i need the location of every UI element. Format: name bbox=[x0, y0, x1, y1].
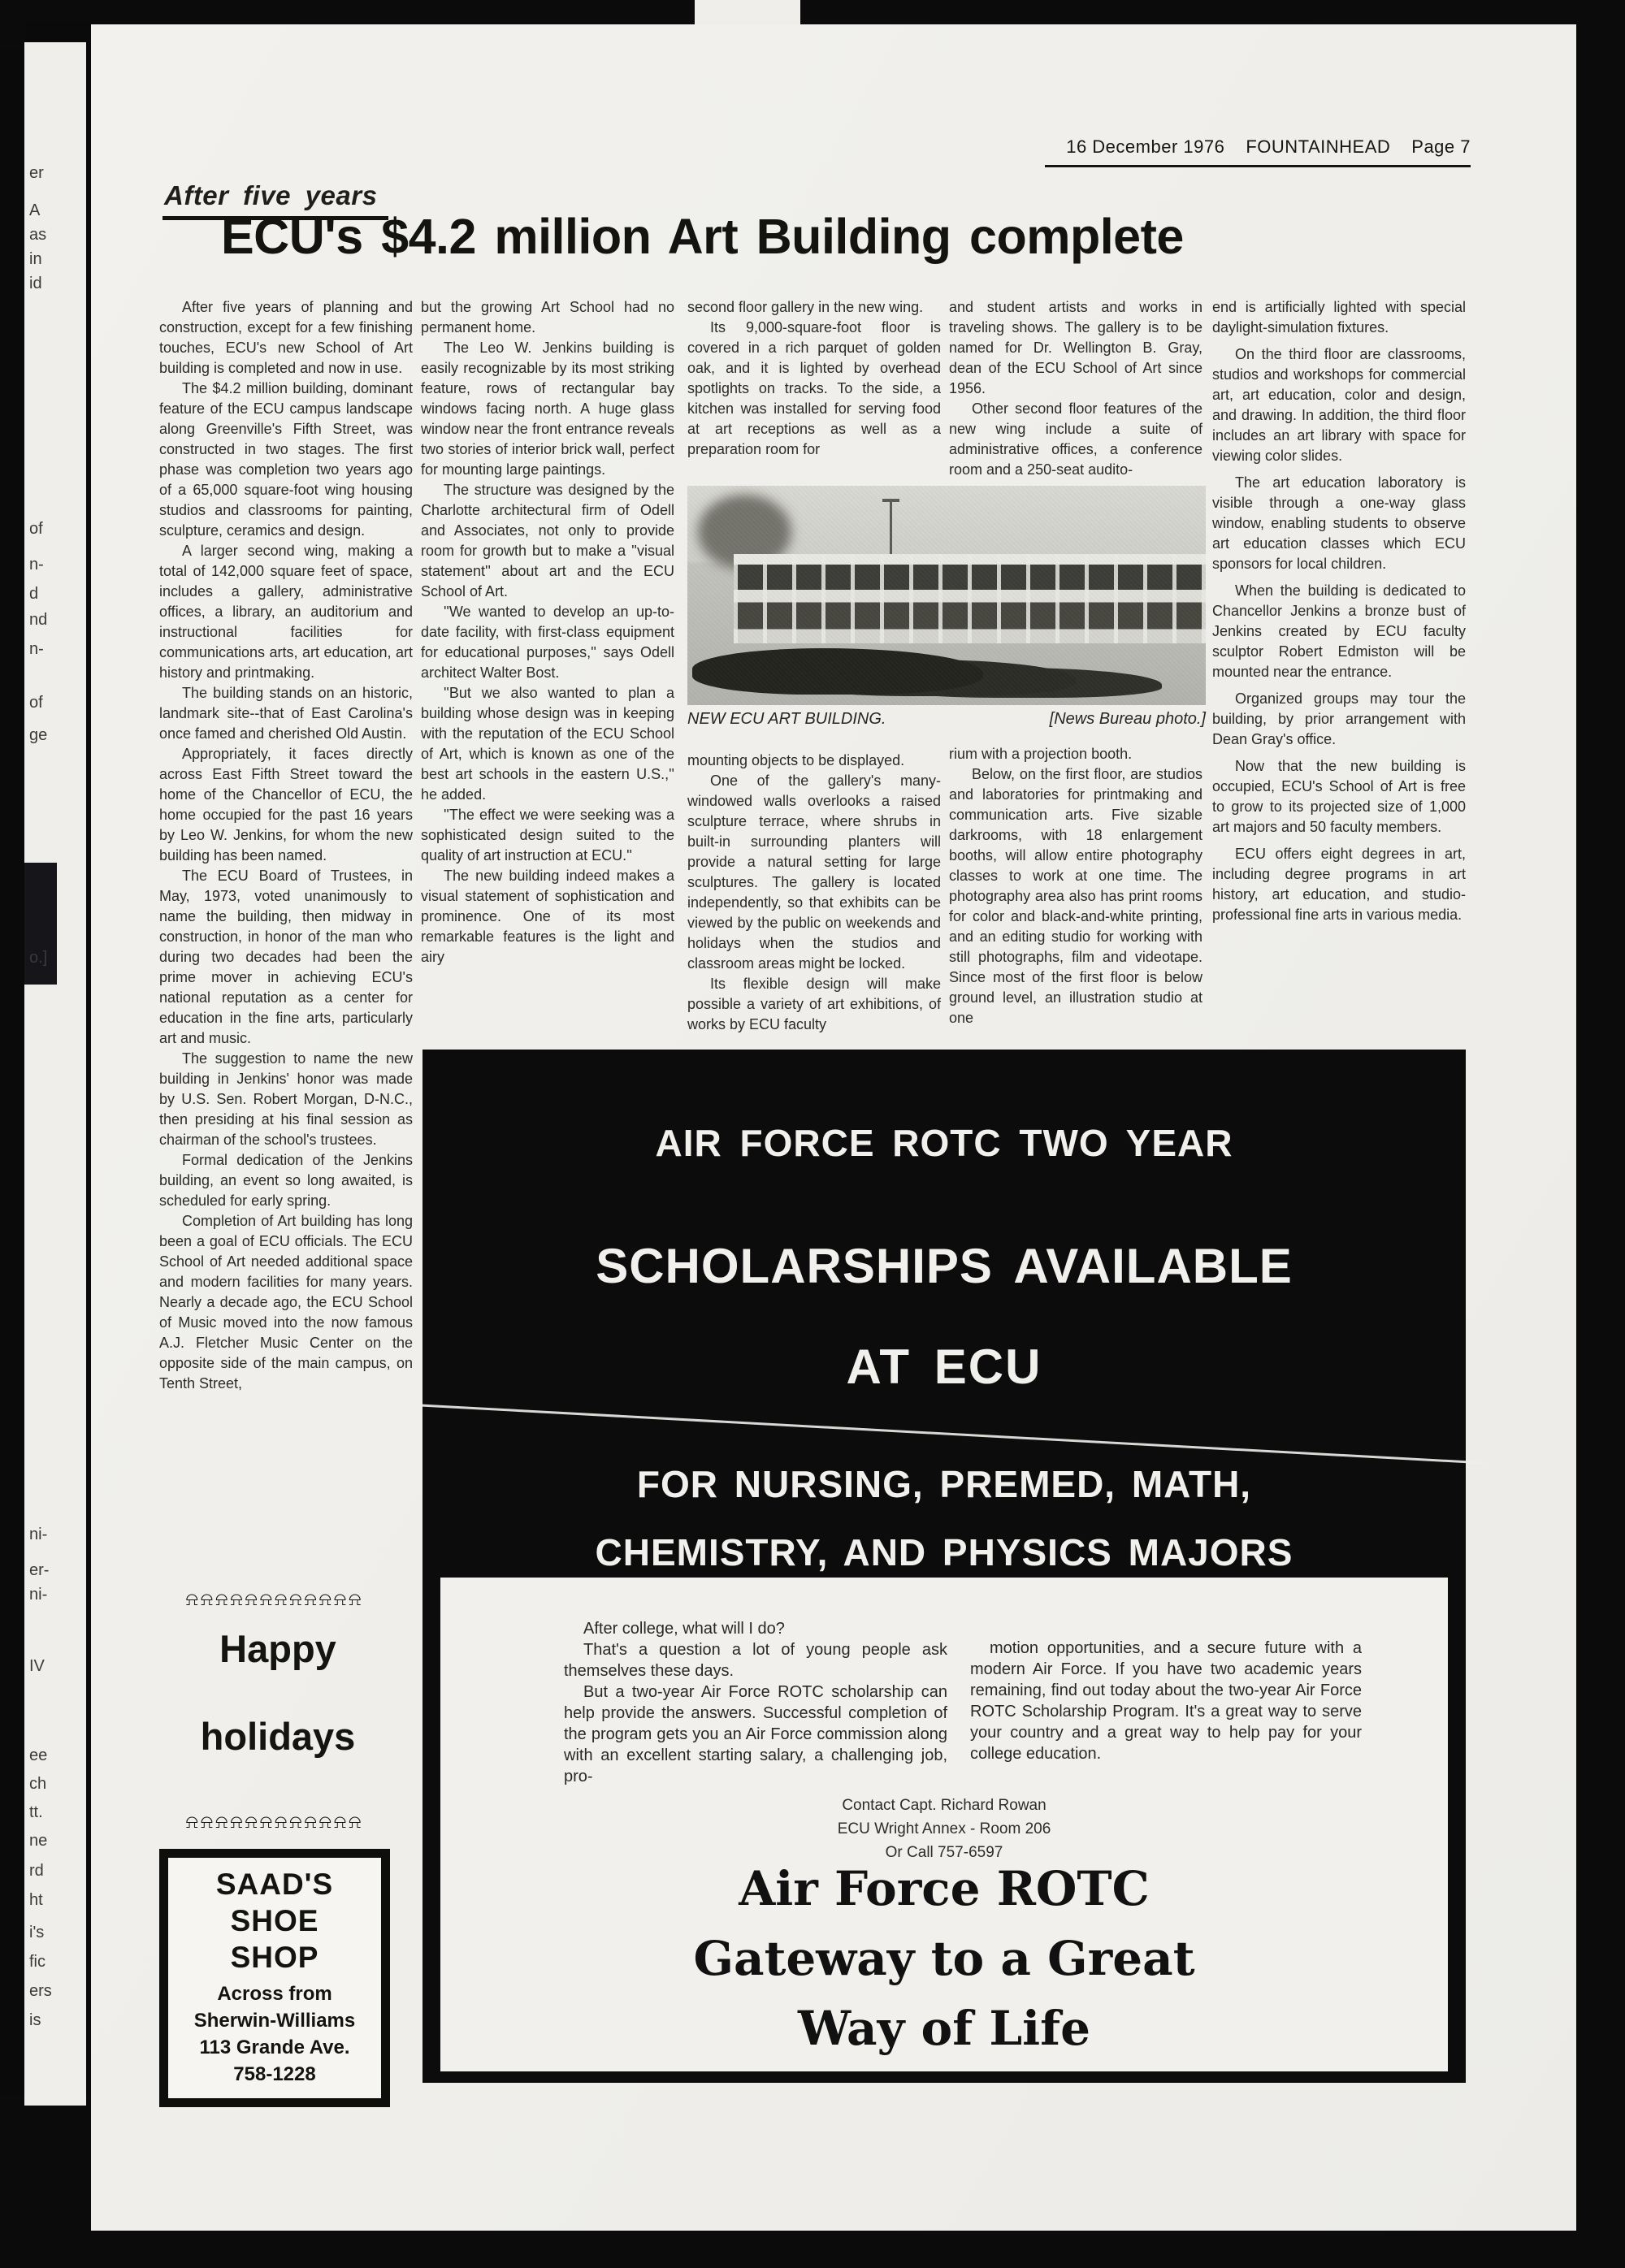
article-kicker: After five years bbox=[162, 180, 388, 220]
article-headline: ECU's $4.2 million Art Building complete bbox=[221, 209, 1184, 264]
issue-date: 16 December 1976 bbox=[1066, 136, 1225, 157]
holiday-greeting-line-2: holidays bbox=[200, 1715, 356, 1758]
cutoff-text-fragment: nd bbox=[29, 611, 48, 629]
cutoff-text-fragment: is bbox=[29, 2011, 41, 2029]
cutoff-text-fragment: er- bbox=[29, 1561, 50, 1579]
cutoff-text-fragment: n- bbox=[29, 640, 44, 658]
holiday-greeting-line-1: Happy bbox=[219, 1627, 336, 1670]
cutoff-text-fragment: of bbox=[29, 520, 43, 538]
article-paragraph: ECU offers eight degrees in art, including degree programs in art history, art education, and studio-professional fine arts in various media. bbox=[1212, 846, 1466, 923]
cutoff-text-fragment: tt. bbox=[29, 1803, 43, 1821]
cutoff-text-fragment: er bbox=[29, 164, 44, 182]
article-column-3-top bbox=[687, 297, 941, 492]
bells-ornament-row: ⍾⍾⍾⍾⍾⍾⍾⍾⍾⍾⍾⍾ bbox=[185, 1811, 364, 1833]
rotc-ad-line-3: AT ECU bbox=[846, 1340, 1042, 1394]
article-paragraph: The Leo W. Jenkins building is easily recognizable by its most striking feature, rows of rectangular bay windows facing north. A huge glass window near the front entrance reveals two stories of interior brick wall, perfect for mounting large paintings. bbox=[421, 340, 674, 478]
article-paragraph: The suggestion to name the new building in Jenkins' honor was made by U.S. Sen. Robert Morgan, D-N.C., then presiding at his final session as chairman of the school's trustees. bbox=[159, 1050, 413, 1148]
cutoff-text-fragment: ch bbox=[29, 1775, 47, 1793]
cutoff-text-fragment: in bbox=[29, 250, 42, 268]
article-paragraph: The building stands on an historic, landmark site--that of East Carolina's once famed and cherished Old Austin. bbox=[159, 685, 413, 742]
cutoff-text-fragment: ne bbox=[29, 1832, 48, 1850]
rotc-ad-body-left bbox=[564, 1618, 947, 1787]
article-paragraph: ''But we also wanted to plan a building whose design was in keeping with the reputation of the ECU School of Art, which is known as one of the best art schools in the eastern U.S.,'' he added. bbox=[421, 685, 674, 803]
article-paragraph: The art education laboratory is visible through a one-way glass window, enabling students to observe art education classes which ECU sponsors for local children. bbox=[1212, 474, 1466, 572]
cutoff-text-fragment: ge bbox=[29, 726, 48, 744]
article-paragraph: ''The effect we were seeking was a sophisticated design suited to the quality of art instruction at ECU.'' bbox=[421, 807, 674, 863]
article-paragraph: Its 9,000-square-foot floor is covered in a rich parquet of golden oak, and it is lighted by overhead spotlights on tracks. To the side, a kitchen was installed for serving food at art receptions as well as a preparation room for bbox=[687, 319, 941, 457]
saads-ad-name-line: SAAD'S bbox=[215, 1868, 334, 1901]
scan-edge-bottom-left bbox=[0, 2096, 91, 2268]
photo-grain-overlay bbox=[687, 486, 1206, 705]
paper-name: FOUNTAINHEAD bbox=[1246, 136, 1391, 157]
cutoff-text-fragment: as bbox=[29, 226, 47, 244]
article-column-3-bottom bbox=[687, 751, 941, 1059]
cutoff-text-fragment: o.] bbox=[29, 949, 48, 967]
rotc-advertisement bbox=[422, 1050, 1466, 2083]
rotc-ad-body-panel bbox=[440, 1578, 1448, 2071]
cutoff-text-fragment: d bbox=[29, 585, 39, 603]
article-paragraph: The $4.2 million building, dominant feature of the ECU campus landscape along Greenville's Fifth Street, was constructed in two stages. The first phase was completion two years ago of a 65,000 square-foot wing housing studios and classrooms for painting, sculpture, ceramics and design. bbox=[159, 380, 413, 539]
photo-caption-credit: [News Bureau photo.] bbox=[1049, 710, 1206, 728]
rotc-ad-line-5: CHEMISTRY, AND PHYSICS MAJORS bbox=[595, 1531, 1294, 1573]
saads-ad-info-line: 758-1228 bbox=[233, 2063, 316, 2085]
scan-edge-right bbox=[1578, 34, 1625, 2268]
ad-paragraph: But a two-year Air Force ROTC scholarship can help provide the answers. Successful completion of the program gets you an Air Force commission along with an excellent starting salary, a challenging job, pro- bbox=[564, 1683, 947, 1785]
ad-paragraph: After college, what will I do? bbox=[583, 1620, 785, 1638]
saads-ad-info-line: 113 Grande Ave. bbox=[199, 2036, 350, 2058]
ad-paragraph: That's a question a lot of young people ask themselves these days. bbox=[564, 1641, 947, 1680]
article-paragraph: second floor gallery in the new wing. bbox=[687, 299, 924, 315]
article-paragraph: Appropriately, it faces directly across East Fifth Street toward the home of the Chancellor of ECU, the home occupied for the past 16 years by Leo W. Jenkins, for whom the new building has been named. bbox=[159, 746, 413, 863]
slogan-line: Way of Life bbox=[797, 2001, 1091, 2056]
article-paragraph: but the growing Art School had no permanent home. bbox=[421, 299, 674, 335]
rotc-ad-body-right bbox=[970, 1638, 1362, 1764]
cutoff-text-fragment: ee bbox=[29, 1746, 48, 1764]
cutoff-text-fragment: ni- bbox=[29, 1586, 48, 1604]
saads-ad-name-line: SHOP bbox=[230, 1941, 319, 1974]
article-paragraph: The structure was designed by the Charlotte architectural firm of Odell and Associates, not only to provide room for growth but to make a ''visual statement'' about art and the ECU School of Art. bbox=[421, 482, 674, 599]
article-column-4-bottom bbox=[949, 744, 1202, 1061]
article-paragraph: Other second floor features of the new wing include a suite of administrative offices, a conference room and a 250-seat audito- bbox=[949, 400, 1202, 478]
slogan-line: Gateway to a Great bbox=[693, 1931, 1195, 1986]
saads-ad-info-line: Sherwin-Williams bbox=[193, 2010, 356, 2032]
cutoff-text-fragment: i's bbox=[29, 1924, 45, 1941]
cutoff-text-fragment: IV bbox=[29, 1657, 45, 1675]
article-column-2 bbox=[421, 297, 674, 1077]
article-paragraph: Organized groups may tour the building, by prior arrangement with Dean Gray's office. bbox=[1212, 690, 1466, 747]
cutoff-text-fragment: id bbox=[29, 275, 42, 292]
article-paragraph: The new building indeed makes a visual statement of sophistication and prominence. One of its most remarkable features is the light and airy bbox=[421, 868, 674, 965]
page-number: Page 7 bbox=[1411, 136, 1471, 157]
article-paragraph: A larger second wing, making a total of 142,000 square feet of space, includes a gallery, administrative offices, a library, an auditorium and instructional facilities for communications arts, art education, art history and printmaking. bbox=[159, 543, 413, 681]
page-header bbox=[1045, 136, 1471, 167]
rotc-ad-line-4: FOR NURSING, PREMED, MATH, bbox=[636, 1463, 1252, 1505]
contact-line: Or Call 757-6597 bbox=[885, 1844, 1003, 1861]
article-paragraph: When the building is dedicated to Chancellor Jenkins a bronze bust of Jenkins created by ECU faculty sculptor Robert Edmiston will be mounted near the entrance. bbox=[1212, 582, 1466, 680]
saads-ad-info-line: Across from bbox=[217, 1983, 332, 2005]
article-column-1 bbox=[159, 297, 413, 1605]
article-paragraph: After five years of planning and construction, except for a few finishing touches, ECU's new School of Art building is completed and now in use. bbox=[159, 299, 413, 376]
article-paragraph: Its flexible design will make possible a variety of art exhibitions, of works by ECU faculty bbox=[687, 976, 941, 1032]
cutoff-text-fragment: of bbox=[29, 694, 43, 712]
art-building-photo bbox=[687, 486, 1206, 705]
saads-ad-name bbox=[168, 1866, 381, 1976]
saads-ad-info bbox=[168, 1980, 381, 2088]
saads-shoe-shop-ad bbox=[159, 1849, 390, 2107]
scan-edge-bottom bbox=[0, 2231, 1625, 2268]
rotc-ad-slogan bbox=[440, 1854, 1448, 2063]
paper-notch bbox=[695, 0, 800, 26]
slogan-line: Air Force ROTC bbox=[739, 1861, 1150, 1916]
rotc-ad-line-1: AIR FORCE ROTC TWO YEAR bbox=[655, 1122, 1233, 1164]
article-paragraph: end is artificially lighted with special daylight-simulation fixtures. bbox=[1212, 299, 1466, 335]
cutoff-text-fragment: n- bbox=[29, 556, 44, 573]
cutoff-text-fragment: A bbox=[29, 201, 41, 219]
scan-scratch-line bbox=[413, 1404, 1484, 1464]
scan-edge-top-left bbox=[0, 0, 695, 21]
cutoff-text-fragments bbox=[24, 42, 86, 2106]
bells-ornament-row: ⍾⍾⍾⍾⍾⍾⍾⍾⍾⍾⍾⍾ bbox=[185, 1589, 364, 1610]
photo-caption bbox=[687, 710, 1206, 729]
cutoff-text-fragment: ers bbox=[29, 1982, 52, 2000]
article-paragraph: rium with a projection booth. bbox=[949, 746, 1133, 762]
article-paragraph: ''We wanted to develop an up-to-date facility, with first-class equipment for educational purposes,'' says Odell architect Walter Bost. bbox=[421, 604, 674, 681]
article-column-4-top bbox=[949, 297, 1202, 492]
cutoff-text-fragment: ht bbox=[29, 1891, 43, 1909]
cutoff-text-fragment: ni- bbox=[29, 1526, 48, 1543]
cutoff-text-fragment: fic bbox=[29, 1953, 46, 1971]
page-paper bbox=[91, 24, 1576, 2231]
article-paragraph: Completion of Art building has long been a goal of ECU officials. The ECU School of Art needed additional space and modern facilities for many years. Nearly a decade ago, the ECU School of Music moved into the now famous A.J. Fletcher Music Center on the opposite side of the main campus, on Tenth Street, bbox=[159, 1213, 413, 1392]
photo-caption-title: NEW ECU ART BUILDING. bbox=[687, 710, 886, 728]
article-paragraph: Now that the new building is occupied, ECU's School of Art is free to grow to its projected size of 1,000 art majors and 50 faculty members. bbox=[1212, 758, 1466, 835]
adjacent-page-edge bbox=[24, 42, 86, 2106]
contact-line: ECU Wright Annex - Room 206 bbox=[837, 1820, 1051, 1837]
article-paragraph: and student artists and works in traveling shows. The gallery is to be named for Dr. Wellington B. Gray, dean of the ECU School of Art since 1956. bbox=[949, 299, 1202, 396]
article-column-5 bbox=[1212, 297, 1466, 1077]
article-paragraph: One of the gallery's many-windowed walls overlooks a raised sculpture terrace, where shrubs in built-in surrounding planters will provide a natural setting for large sculptures. The gallery is located independently, so that exhibits can be viewed by the public on weekends and holidays when the studios and classroom areas might be locked. bbox=[687, 773, 941, 972]
ad-paragraph: motion opportunities, and a secure future with a modern Air Force. If you have two academic years remaining, find out today about the two-year Air Force ROTC Scholarship Program. It's a great way to serve your country and a great way to help pay for your college education. bbox=[970, 1639, 1362, 1763]
contact-line: Contact Capt. Richard Rowan bbox=[842, 1797, 1046, 1814]
scan-edge-left bbox=[0, 0, 26, 49]
article-paragraph: Formal dedication of the Jenkins building, an event so long awaited, is scheduled for early spring. bbox=[159, 1152, 413, 1209]
article-paragraph: The ECU Board of Trustees, in May, 1973, voted unanimously to name the building, then midway in construction, in honor of the man who during two decades had been the prime mover in achieving ECU's national reputation as a center for education in the fine arts, particularly art and music. bbox=[159, 868, 413, 1046]
article-paragraph: Below, on the first floor, are studios and laboratories for printmaking and communication arts. Five sizable darkrooms, with 18 enlargement booths, will allow entire photography classes to work at one time. The photography area also has print rooms for color and black-and-white printing, and an editing studio for working with still photographs, film and videotape. Since most of the first floor is below ground level, an illustration studio at one bbox=[949, 766, 1202, 1026]
rotc-ad-line-2: SCHOLARSHIPS AVAILABLE bbox=[596, 1239, 1293, 1293]
article-paragraph: mounting objects to be displayed. bbox=[687, 752, 905, 768]
saads-ad-name-line: SHOE bbox=[230, 1904, 319, 1937]
cutoff-text-fragment: rd bbox=[29, 1862, 44, 1880]
article-paragraph: On the third floor are classrooms, studios and workshops for commercial art, art education, color and design, and drawing. In addition, the third floor includes an art library with space for viewing color slides. bbox=[1212, 346, 1466, 464]
